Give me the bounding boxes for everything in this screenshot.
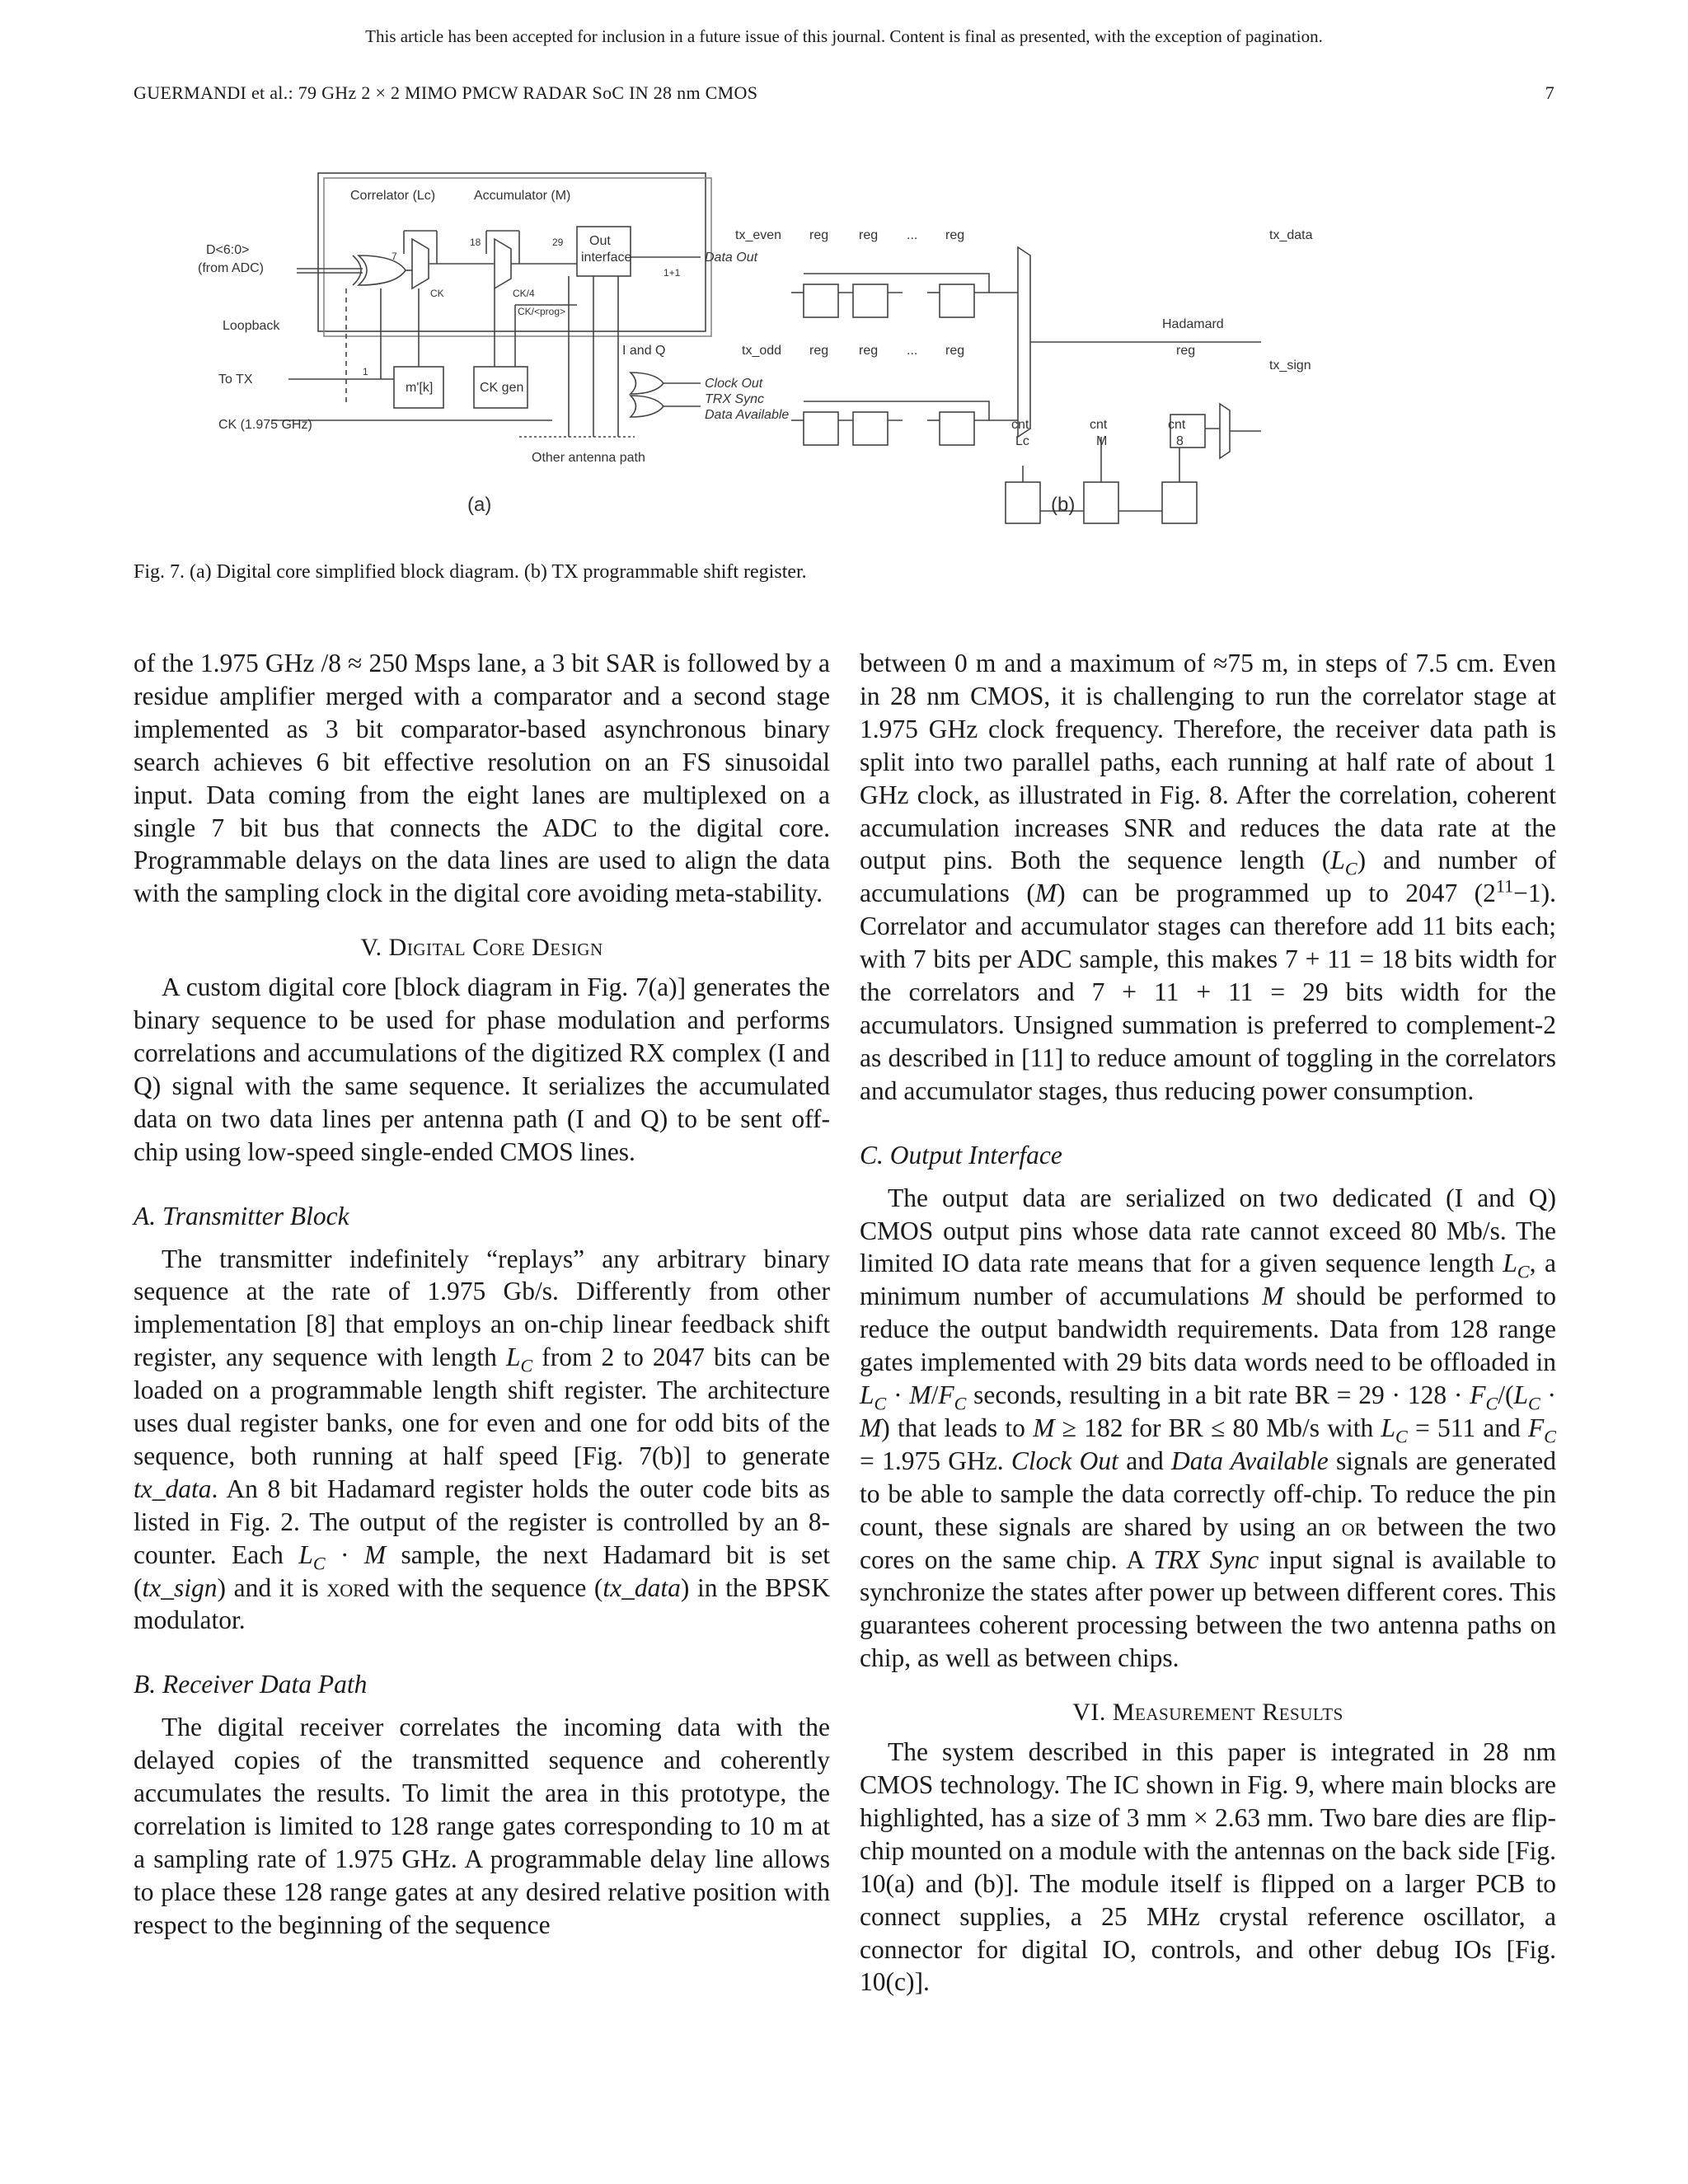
label-reg-o2: reg [859, 344, 879, 358]
label-interface: interface [581, 251, 632, 265]
label-mk: m'[k] [406, 381, 434, 395]
paragraph-measurement: The system described in this paper is integrated in 28 nm CMOS technology. The IC shown in Fig. 9, where main blocks are highlighted, has a size of 3 mm × 2.63 mm. Two bare dies are flip-chip mounted on a module with the antennas on the back side [Fig. 10(a) and (b)]. The module itself is flipped on a larger PCB to connect supplies, a 25 MHz crystal reference oscillator, a connector for digital IO, controls, and other debug IOs [Fig. 10(c)]. [860, 1737, 1556, 1997]
label-dots-o: ... [907, 344, 918, 358]
label-tx-odd: tx_odd [742, 344, 782, 358]
reg-even-1 [804, 284, 838, 317]
running-head-title: GUERMANDI et al.: 79 GHz 2 × 2 MIMO PMCW RADAR SoC IN 28 nm CMOS [134, 82, 758, 103]
label-dots-e: ... [907, 228, 918, 242]
label-ck4: CK/4 [513, 288, 535, 299]
label-reg-o3: reg [945, 344, 965, 358]
figure-7-diagram [190, 157, 1475, 536]
xor-gate-a [359, 255, 406, 285]
right-column [860, 647, 1556, 1999]
paragraph-digital-core: A custom digital core [block diagram in Fig. 7(a)] generates the binary sequence to be used for phase modulation and performs correlations and accumulations of the digitized RX complex (I and Q) signal with the same sequence. It serializes the accumulated data on two data lines per antenna path (I and Q) to be sent off-chip using low-speed single-ended CMOS lines. [134, 972, 830, 1166]
label-correlator: Correlator (Lc) [350, 189, 436, 203]
subsection-heading-a: A. Transmitter Block [134, 1201, 349, 1230]
figure-7 [190, 157, 1475, 536]
reg-odd-3 [940, 412, 974, 445]
paragraph-transmitter: The transmitter indefinitely “replays” any arbitrary binary sequence at the rate of 1.975 Gb/s. Differently from other implementation [8] that employs an on-chip linear feedback shift register, any sequence with length $L_C$ from 2 to 2047 bits can be loaded on a programmable length shift register. The architecture uses dual register banks, one for even and one for odd bits of the sequence, both running at half speed [Fig. 7(b)] to generate tx_data. An 8 bit Hadamard register holds the outer code bits as listed in Fig. 2. The output of the register is controlled by an 8-counter. Each $L_C \cdot M$ sample, the next Hadamard bit is set (tx_sign) and it is xored with the sequence (tx_data) in the BPSK modulator. [134, 1244, 830, 1635]
label-reg-h: reg [1176, 344, 1196, 358]
accumulator-adder [495, 239, 511, 288]
paragraph-output-interface: The output data are serialized on two dedicated (I and Q) CMOS output pins whose data rate cannot exceed 80 Mb/s. The limited IO data rate means that for a given sequence length $L_C$, a minimum number of accumulations M should be performed to reduce the output bandwidth requirements. Data from 128 range gates implemented with 29 bits data words need to be offloaded in $L_C \cdot M/F_C$ seconds, resulting in a bit rate BR = $29 \cdot 128 \cdot F_C/(L_C \cdot M)$ that leads to M ≥ 182 for BR ≤ 80 Mb/s with $L_C = 511$ and $F_C = 1.975$ GHz. Clock Out and Data Available signals are generated to be able to sample the data correctly off-chip. To reduce the pin count, these signals are shared by using an or between the two cores on the same chip. A TRX Sync input signal is available to synchronize the states after power up between different cores. This guarantees coherent processing between the two antenna paths on chip, as well as between chips. [860, 1183, 1557, 1673]
reg-even-3 [940, 284, 974, 317]
label-m: M [1096, 434, 1108, 448]
label-reg-e3: reg [945, 228, 965, 242]
section-heading-v: V. Digital Core Design [360, 934, 603, 962]
label-loopback: Loopback [223, 319, 280, 333]
label-cnt-2: cnt [1090, 418, 1108, 432]
label-i-and-q: I and Q [622, 344, 666, 358]
label-reg-e1: reg [809, 228, 829, 242]
label-out: Out [589, 234, 611, 248]
label-ckprog: CK/<prog> [518, 306, 566, 317]
label-8: 8 [1176, 434, 1184, 448]
label-panel-b: (b) [1051, 494, 1076, 516]
label-lc: Lc [1015, 434, 1029, 448]
label-tx-sign: tx_sign [1269, 359, 1311, 373]
label-cnt-1: cnt [1011, 418, 1029, 432]
label-data-available: Data Available [705, 408, 790, 422]
counter-8 [1162, 482, 1197, 523]
label-hadamard: Hadamard [1162, 317, 1224, 331]
label-clock-out: Clock Out [705, 377, 763, 391]
tx-data-mux [1018, 247, 1030, 437]
label-cnt-3: cnt [1168, 418, 1186, 432]
label-ck-small: CK [430, 288, 444, 299]
running-head [134, 82, 1554, 104]
page-number: 7 [1545, 82, 1554, 103]
figure-caption: Fig. 7. (a) Digital core simplified block diagram. (b) TX programmable shift register. [134, 561, 807, 583]
reg-odd-1 [804, 412, 838, 445]
left-column [134, 647, 830, 1942]
label-bits-1: 1 [363, 366, 368, 377]
label-panel-a: (a) [467, 494, 492, 516]
label-trx-sync: TRX Sync [705, 392, 765, 406]
paragraph-receiver: The digital receiver correlates the incoming data with the delayed copies of the transmitted sequence and coherently accumulates the results. To limit the area in this prototype, the correlation is limited to 128 range gates corresponding to 10 m at a sampling rate of 1.975 GHz. A programmable delay line allows to place these 128 range gates at any desired relative position with respect to the beginning of the sequence [134, 1713, 830, 1939]
acceptance-note: This article has been accepted for inclusion in a future issue of this journal. Content is final as presented, with the exception of pagination. [365, 26, 1323, 46]
label-ckgen: CK gen [480, 381, 524, 395]
counter-lc [1006, 482, 1040, 523]
subsection-heading-c: C. Output Interface [860, 1140, 1062, 1169]
paragraph-receiver-continuation: between 0 m and a maximum of ≈75 m, in steps of 7.5 cm. Even in 28 nm CMOS, it is challenging to run the correlator stage at 1.975 GHz clock frequency. Therefore, the receiver data path is split into two parallel paths, each running at half rate of about 1 GHz clock, as illustrated in Fig. 8. After the correlation, coherent accumulation increases SNR and reduces the data rate at the output pins. Both the sequence length $(L_C)$ and number of accumulations (M) can be programmed up to 2047 $(2^{11}-1)$. Correlator and accumulator stages can therefore add 11 bits each; with 7 bits per ADC sample, this makes 7 + 11 = 18 bits width for the correlators and 7 + 11 + 11 = 29 bits width for the accumulators. Unsigned summation is preferred to complement-2 as described in [11] to reduce amount of toggling in the correlators and accumulator stages, thus reducing power consumption. [860, 649, 1557, 1105]
label-other-path: Other antenna path [532, 451, 645, 465]
subsection-heading-b: B. Receiver Data Path [134, 1670, 368, 1699]
label-reg-o1: reg [809, 344, 829, 358]
label-bits-7: 7 [392, 251, 397, 262]
label-tx-even: tx_even [735, 228, 782, 242]
reg-odd-2 [853, 412, 888, 445]
label-bits-18: 18 [470, 237, 481, 248]
label-ck: CK (1.975 GHz) [218, 418, 312, 432]
label-data-out: Data Out [705, 251, 758, 265]
label-bits-1p1: 1+1 [663, 267, 681, 279]
label-reg-e2: reg [859, 228, 879, 242]
reg-even-2 [853, 284, 888, 317]
label-tx-data: tx_data [1269, 228, 1313, 242]
label-input-src: (from ADC) [198, 261, 264, 275]
paragraph-continuation: of the 1.975 GHz /8 ≈ 250 Msps lane, a 3 bit SAR is followed by a residue amplifier merged with a comparator and a second stage implemented as 3 bit comparator-based asynchronous binary search achieves 6 bit effective resolution on an FS sinusoidal input. Data coming from the eight lanes are multiplexed on a single 7 bit bus that connects the ADC to the digital core. Programmable delays on the data lines are used to align the data with the sampling clock in the digital core avoiding meta-stability. [134, 649, 830, 908]
label-to-tx: To TX [218, 373, 253, 387]
label-input: D<6:0> [206, 243, 250, 257]
section-heading-vi: VI. Measurement Results [1072, 1699, 1343, 1727]
correlator-adder [412, 239, 429, 288]
label-accumulator: Accumulator (M) [474, 189, 571, 203]
label-bits-29: 29 [552, 237, 564, 248]
counter-m [1084, 482, 1118, 523]
